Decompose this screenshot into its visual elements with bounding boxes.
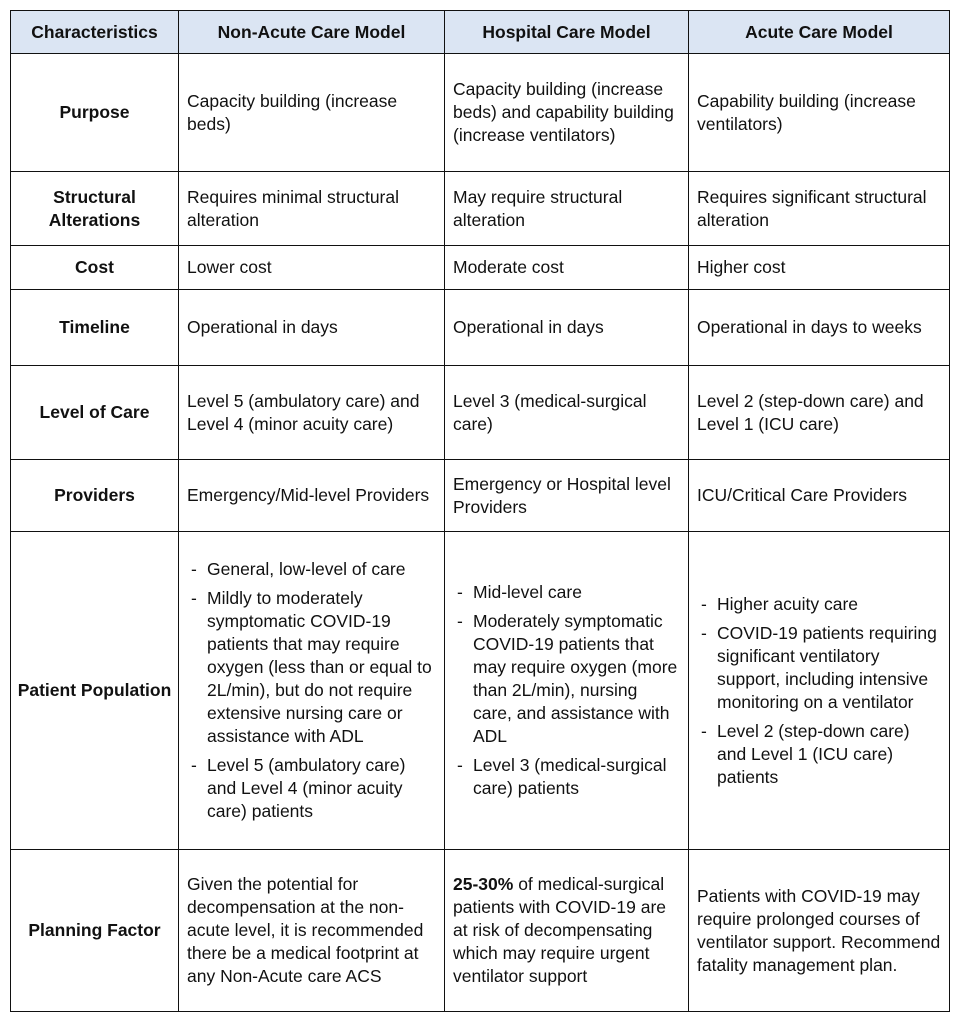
- row-timeline: [11, 290, 950, 366]
- cell-purpose-non-acute: Capacity building (increase beds): [179, 54, 445, 172]
- population-list-non-acute: [187, 558, 436, 823]
- planning-text: of medical-surgical patients with COVID-19 are at risk of decompensating which may require urgent ventilator support: [453, 874, 667, 986]
- cell-timeline-non-acute: Operational in days: [179, 290, 445, 366]
- cell-population-non-acute: [179, 532, 445, 850]
- header-characteristics: Characteristics: [11, 11, 179, 54]
- list-item: - Level 2 (step-down care) and Level 1 (ICU care) patients: [697, 720, 941, 789]
- cell-structural-acute: Requires significant structural alteration: [689, 172, 950, 246]
- cell-providers-non-acute: Emergency/Mid-level Providers: [179, 460, 445, 532]
- cell-structural-hospital: May require structural alteration: [445, 172, 689, 246]
- list-item: - COVID-19 patients requiring significant ventilatory support, including intensive monitoring on a ventilator: [697, 622, 941, 714]
- row-label-level-of-care: Level of Care: [11, 366, 179, 460]
- list-item: - Level 3 (medical-surgical care) patients: [453, 754, 680, 800]
- list-item: - Mid-level care: [453, 581, 680, 604]
- row-cost: [11, 246, 950, 290]
- header-acute: Acute Care Model: [689, 11, 950, 54]
- header-hospital: Hospital Care Model: [445, 11, 689, 54]
- planning-percentage: 25-30%: [453, 874, 514, 894]
- list-item: - Mildly to moderately symptomatic COVID-19 patients that may require oxygen (less than or equal to 2L/min), but do not require extensive nursing care or assistance with ADL: [187, 587, 436, 748]
- cell-level-hospital: Level 3 (medical-surgical care): [445, 366, 689, 460]
- row-purpose: [11, 54, 950, 172]
- population-list-acute: [697, 593, 941, 789]
- cell-providers-hospital: Emergency or Hospital level Providers: [445, 460, 689, 532]
- cell-purpose-acute: Capability building (increase ventilators): [689, 54, 950, 172]
- cell-population-acute: [689, 532, 950, 850]
- cell-cost-acute: Higher cost: [689, 246, 950, 290]
- cell-planning-non-acute: Given the potential for decompensation at the non-acute level, it is recommended there be a medical footprint at any Non-Acute care ACS: [179, 850, 445, 1012]
- row-providers: [11, 460, 950, 532]
- row-structural: [11, 172, 950, 246]
- row-label-planning-factor: Planning Factor: [11, 850, 179, 1012]
- cell-timeline-hospital: Operational in days: [445, 290, 689, 366]
- row-planning-factor: [11, 850, 950, 1012]
- list-item: - Higher acuity care: [697, 593, 941, 616]
- row-label-patient-population: Patient Population: [11, 532, 179, 850]
- cell-structural-non-acute: Requires minimal structural alteration: [179, 172, 445, 246]
- list-item: - General, low-level of care: [187, 558, 436, 581]
- row-label-providers: Providers: [11, 460, 179, 532]
- cell-cost-non-acute: Lower cost: [179, 246, 445, 290]
- cell-population-hospital: [445, 532, 689, 850]
- cell-planning-hospital: [445, 850, 689, 1012]
- care-models-table: [10, 10, 950, 1012]
- row-patient-population: [11, 532, 950, 850]
- cell-providers-acute: ICU/Critical Care Providers: [689, 460, 950, 532]
- row-label-timeline: Timeline: [11, 290, 179, 366]
- population-list-hospital: [453, 581, 680, 800]
- header-row: [11, 11, 950, 54]
- row-level-of-care: [11, 366, 950, 460]
- list-item: - Level 5 (ambulatory care) and Level 4 (minor acuity care) patients: [187, 754, 436, 823]
- cell-cost-hospital: Moderate cost: [445, 246, 689, 290]
- list-item: - Moderately symptomatic COVID-19 patients that may require oxygen (more than 2L/min), nursing care, and assistance with ADL: [453, 610, 680, 748]
- row-label-cost: Cost: [11, 246, 179, 290]
- row-label-purpose: Purpose: [11, 54, 179, 172]
- cell-level-acute: Level 2 (step-down care) and Level 1 (ICU care): [689, 366, 950, 460]
- cell-planning-acute: Patients with COVID-19 may require prolonged courses of ventilator support. Recommend fatality management plan.: [689, 850, 950, 1012]
- cell-purpose-hospital: Capacity building (increase beds) and capability building (increase ventilators): [445, 54, 689, 172]
- cell-level-non-acute: Level 5 (ambulatory care) and Level 4 (minor acuity care): [179, 366, 445, 460]
- row-label-structural: Structural Alterations: [11, 172, 179, 246]
- header-non-acute: Non-Acute Care Model: [179, 11, 445, 54]
- cell-timeline-acute: Operational in days to weeks: [689, 290, 950, 366]
